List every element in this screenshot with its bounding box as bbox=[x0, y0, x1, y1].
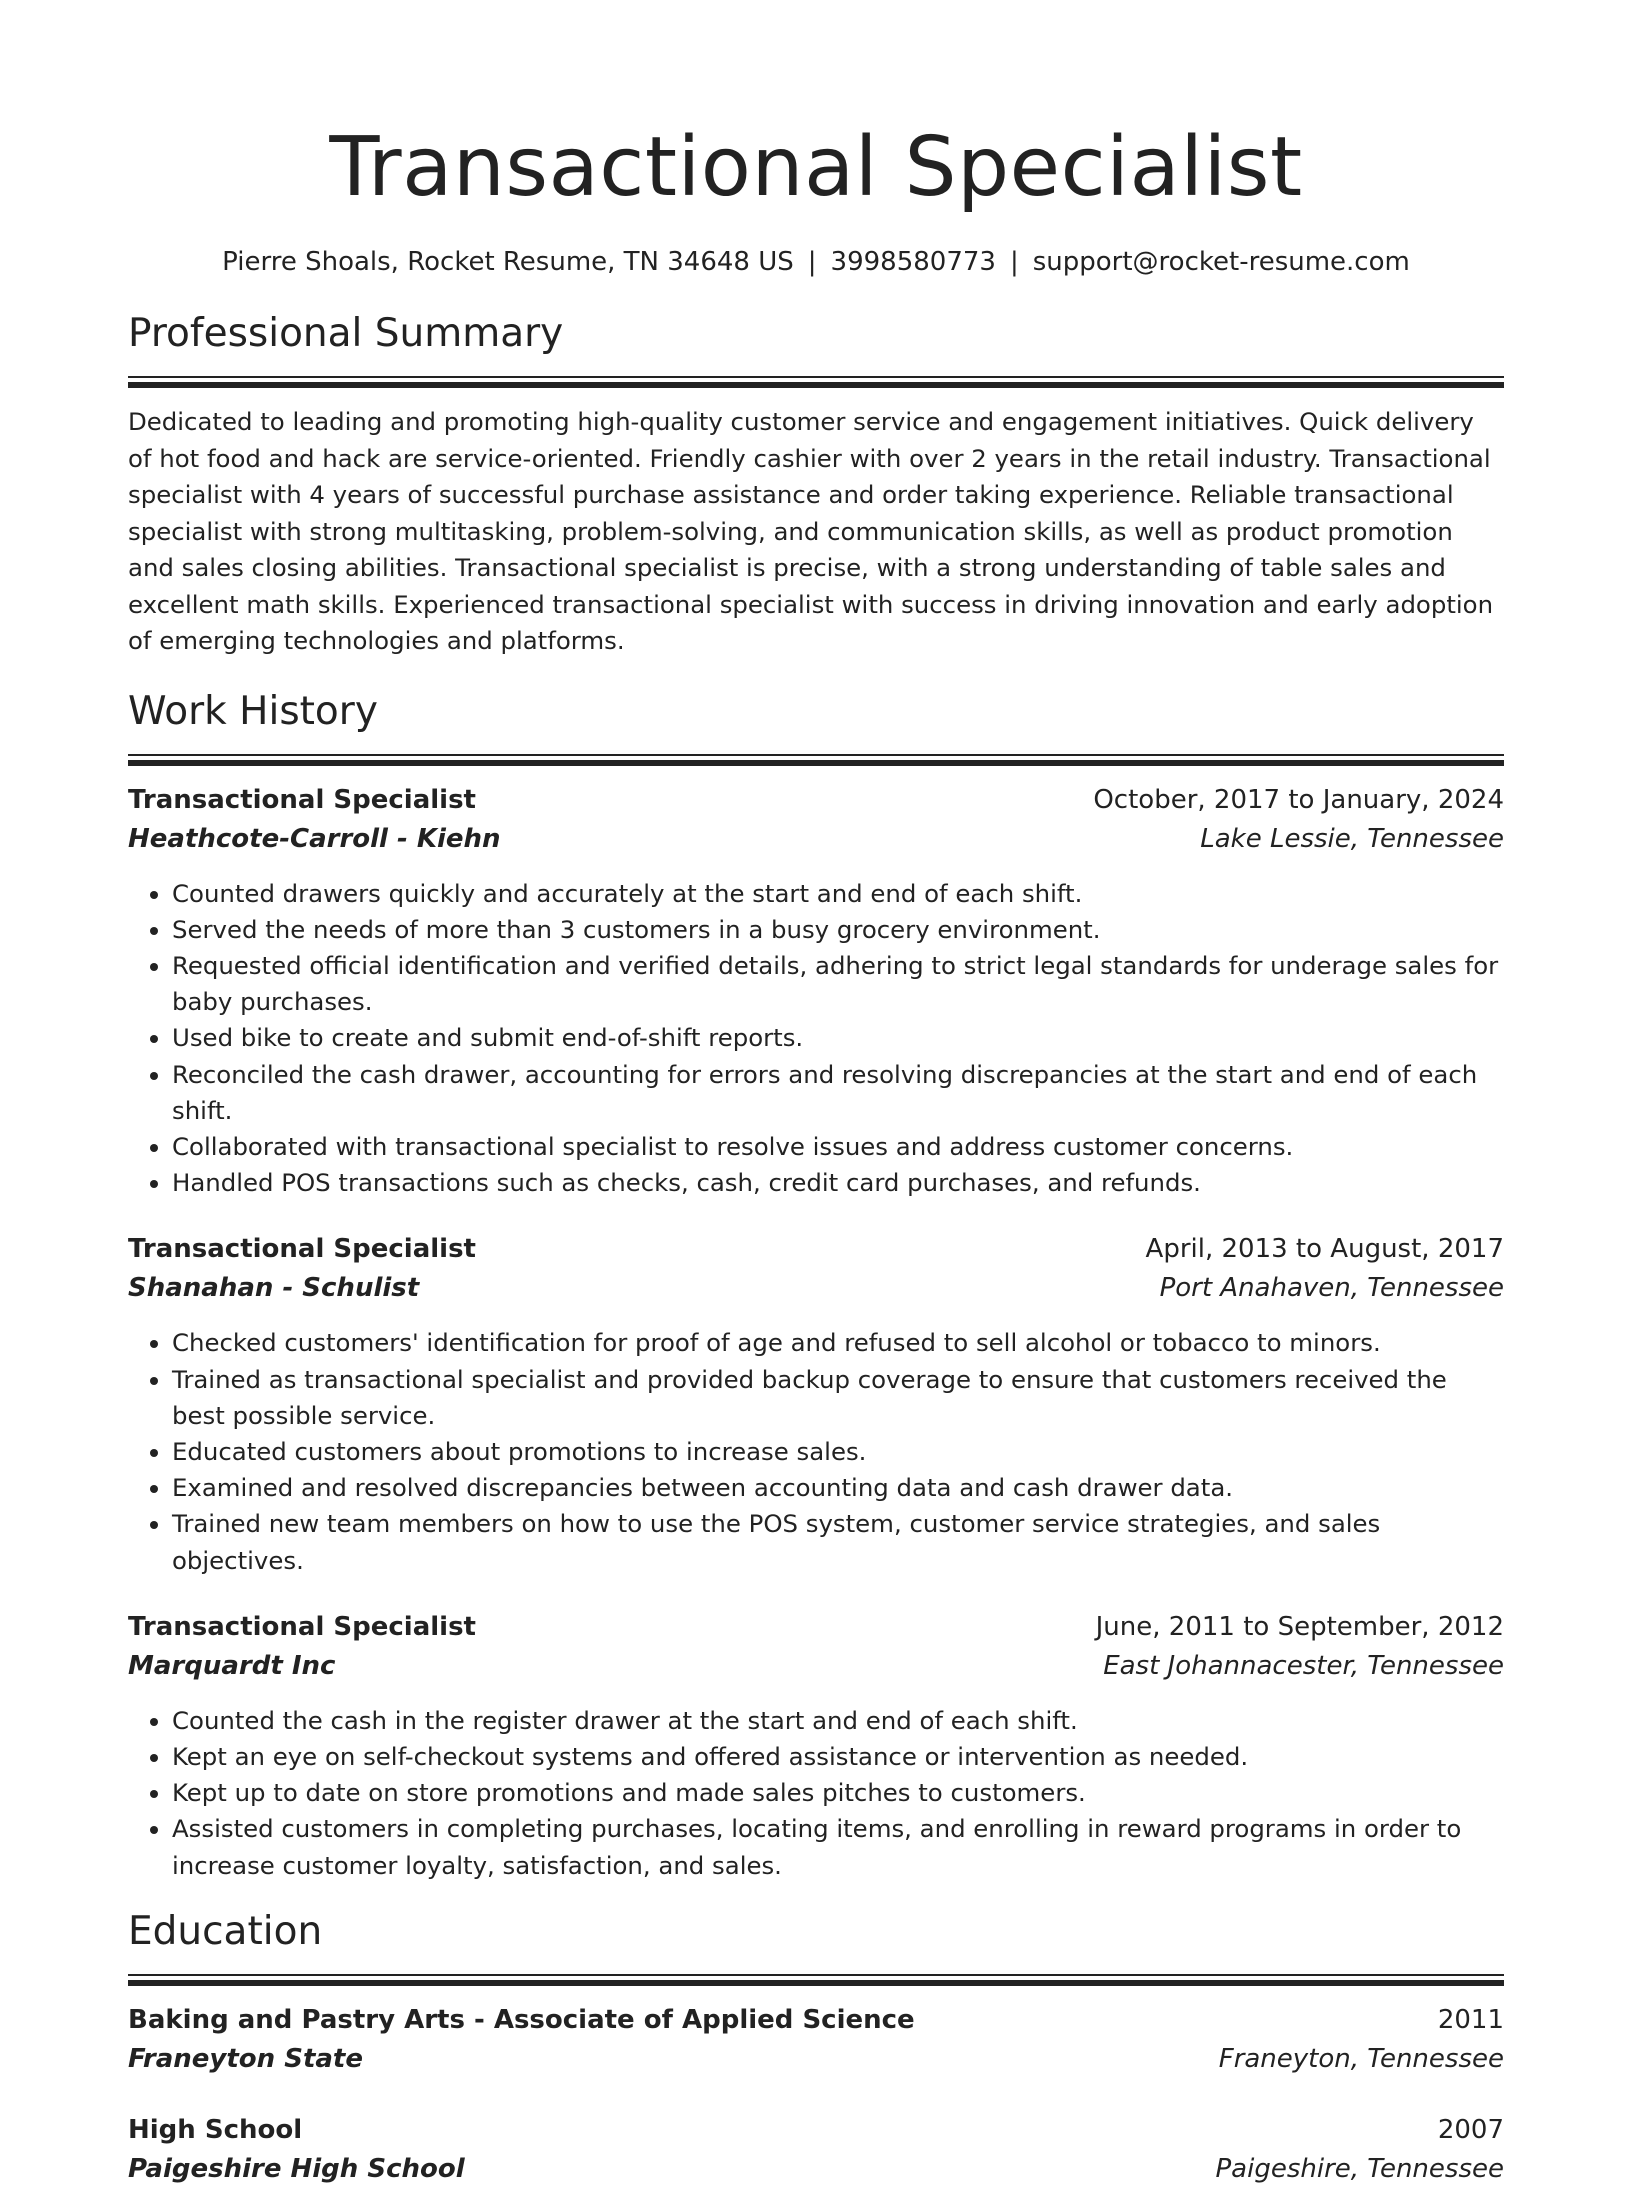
education-entry bbox=[128, 2000, 1504, 2078]
job-company-row bbox=[128, 820, 1504, 858]
job-bullet: • Requested official identification and verified details, adhering to strict legal standards for underage sales for baby purchases. bbox=[172, 948, 1504, 1020]
job-company: Shanahan - Schulist bbox=[128, 1273, 420, 1304]
job-bullets bbox=[128, 1325, 1504, 1578]
job-dates: October, 2017 to January, 2024 bbox=[1093, 784, 1504, 815]
resume-title: Transactional Specialist bbox=[329, 120, 1303, 215]
section-heading-work-history: Work History bbox=[128, 688, 378, 734]
work-history-section bbox=[128, 686, 1504, 1884]
job-bullet: • Educated customers about promotions to increase sales. bbox=[172, 1434, 1504, 1470]
section-heading-education: Education bbox=[128, 1908, 323, 1954]
job-company: Marquardt Inc bbox=[128, 1650, 336, 1681]
education-year: 2011 bbox=[1437, 2004, 1504, 2035]
education-section bbox=[128, 1906, 1504, 2188]
job-entry bbox=[128, 780, 1504, 1202]
job-bullet: • Kept an eye on self-checkout systems and offered assistance or intervention as needed. bbox=[172, 1739, 1504, 1775]
contact-separator: | bbox=[807, 247, 817, 277]
job-bullet: • Kept up to date on store promotions and made sales pitches to customers. bbox=[172, 1775, 1504, 1811]
summary-text: Dedicated to leading and promoting high-quality customer service and engagement initiatives. Quick delivery of hot food and hack are service-oriented. Friendly cashier with over 2 years in the retail industry. Transactional specialist with 4 years of successful purchase assistance and order taking experience. Reliable transactional specialist with strong multitasking, problem-solving, and communication skills, as well as product promotion and sales closing abilities. Transactional specialist is precise, with a strong understanding of table sales and excellent math skills. Experienced transactional specialist with success in driving innovation and early adoption of emerging technologies and platforms. bbox=[128, 407, 1494, 655]
job-bullet: • Assisted customers in completing purchases, locating items, and enrolling in reward programs in order to increase customer loyalty, satisfaction, and sales. bbox=[172, 1811, 1504, 1883]
job-title: Transactional Specialist bbox=[128, 1234, 476, 1265]
contact-phone: 3998580773 bbox=[830, 247, 996, 277]
section-divider bbox=[128, 754, 1504, 766]
job-title: Transactional Specialist bbox=[128, 784, 476, 815]
job-dates: April, 2013 to August, 2017 bbox=[1145, 1234, 1504, 1265]
job-bullet: • Handled POS transactions such as checks, cash, credit card purchases, and refunds. bbox=[172, 1165, 1504, 1201]
job-location: East Johannacester, Tennessee bbox=[1103, 1650, 1504, 1681]
education-year: 2007 bbox=[1437, 2114, 1504, 2145]
job-bullet: • Reconciled the cash drawer, accounting for errors and resolving discrepancies at the start and end of each shift. bbox=[172, 1057, 1504, 1129]
job-header-row bbox=[128, 1229, 1504, 1269]
job-location: Port Anahaven, Tennessee bbox=[1159, 1273, 1504, 1304]
job-location: Lake Lessie, Tennessee bbox=[1200, 823, 1504, 854]
section-divider bbox=[128, 376, 1504, 388]
education-degree: High School bbox=[128, 2114, 303, 2145]
job-entry bbox=[128, 1229, 1504, 1578]
job-bullets bbox=[128, 1703, 1504, 1884]
job-header-row bbox=[128, 780, 1504, 820]
job-company-row bbox=[128, 1269, 1504, 1307]
education-header-row bbox=[128, 2110, 1504, 2150]
job-bullet: • Trained new team members on how to use the POS system, customer service strategies, and sales objectives. bbox=[172, 1506, 1504, 1578]
education-degree: Baking and Pastry Arts - Associate of Applied Science bbox=[128, 2004, 915, 2035]
job-bullet: • Trained as transactional specialist and provided backup coverage to ensure that customers received the best possible service. bbox=[172, 1362, 1504, 1434]
contact-separator: | bbox=[1009, 247, 1019, 277]
job-bullet: • Counted drawers quickly and accurately at the start and end of each shift. bbox=[172, 876, 1504, 912]
job-bullet: • Counted the cash in the register drawer at the start and end of each shift. bbox=[172, 1703, 1504, 1739]
education-school: Franeyton State bbox=[128, 2043, 363, 2074]
job-header-row bbox=[128, 1607, 1504, 1647]
education-school: Paigeshire High School bbox=[128, 2153, 465, 2184]
job-entry bbox=[128, 1607, 1504, 1884]
job-company: Heathcote-Carroll - Kiehn bbox=[128, 823, 501, 854]
job-bullet: • Collaborated with transactional specialist to resolve issues and address customer concerns. bbox=[172, 1129, 1504, 1165]
education-header-row bbox=[128, 2000, 1504, 2040]
education-location: Paigeshire, Tennessee bbox=[1215, 2153, 1504, 2184]
education-school-row bbox=[128, 2150, 1504, 2188]
education-entry bbox=[128, 2110, 1504, 2188]
job-company-row bbox=[128, 1647, 1504, 1685]
contact-address: Pierre Shoals, Rocket Resume, TN 34648 US bbox=[222, 247, 794, 277]
job-title: Transactional Specialist bbox=[128, 1611, 476, 1642]
section-divider bbox=[128, 1974, 1504, 1986]
job-dates: June, 2011 to September, 2012 bbox=[1095, 1611, 1504, 1642]
contact-line bbox=[128, 244, 1504, 280]
job-bullet: • Used bike to create and submit end-of-shift reports. bbox=[172, 1020, 1504, 1056]
job-bullets bbox=[128, 876, 1504, 1202]
summary-section bbox=[128, 308, 1504, 660]
contact-email: support@rocket-resume.com bbox=[1032, 247, 1410, 277]
job-bullet: • Checked customers' identification for proof of age and refused to sell alcohol or tobacco to minors. bbox=[172, 1325, 1504, 1361]
job-bullet: • Examined and resolved discrepancies between accounting data and cash drawer data. bbox=[172, 1470, 1504, 1506]
section-heading-summary: Professional Summary bbox=[128, 311, 564, 356]
education-school-row bbox=[128, 2040, 1504, 2078]
job-bullet: • Served the needs of more than 3 customers in a busy grocery environment. bbox=[172, 912, 1504, 948]
education-location: Franeyton, Tennessee bbox=[1218, 2043, 1504, 2074]
